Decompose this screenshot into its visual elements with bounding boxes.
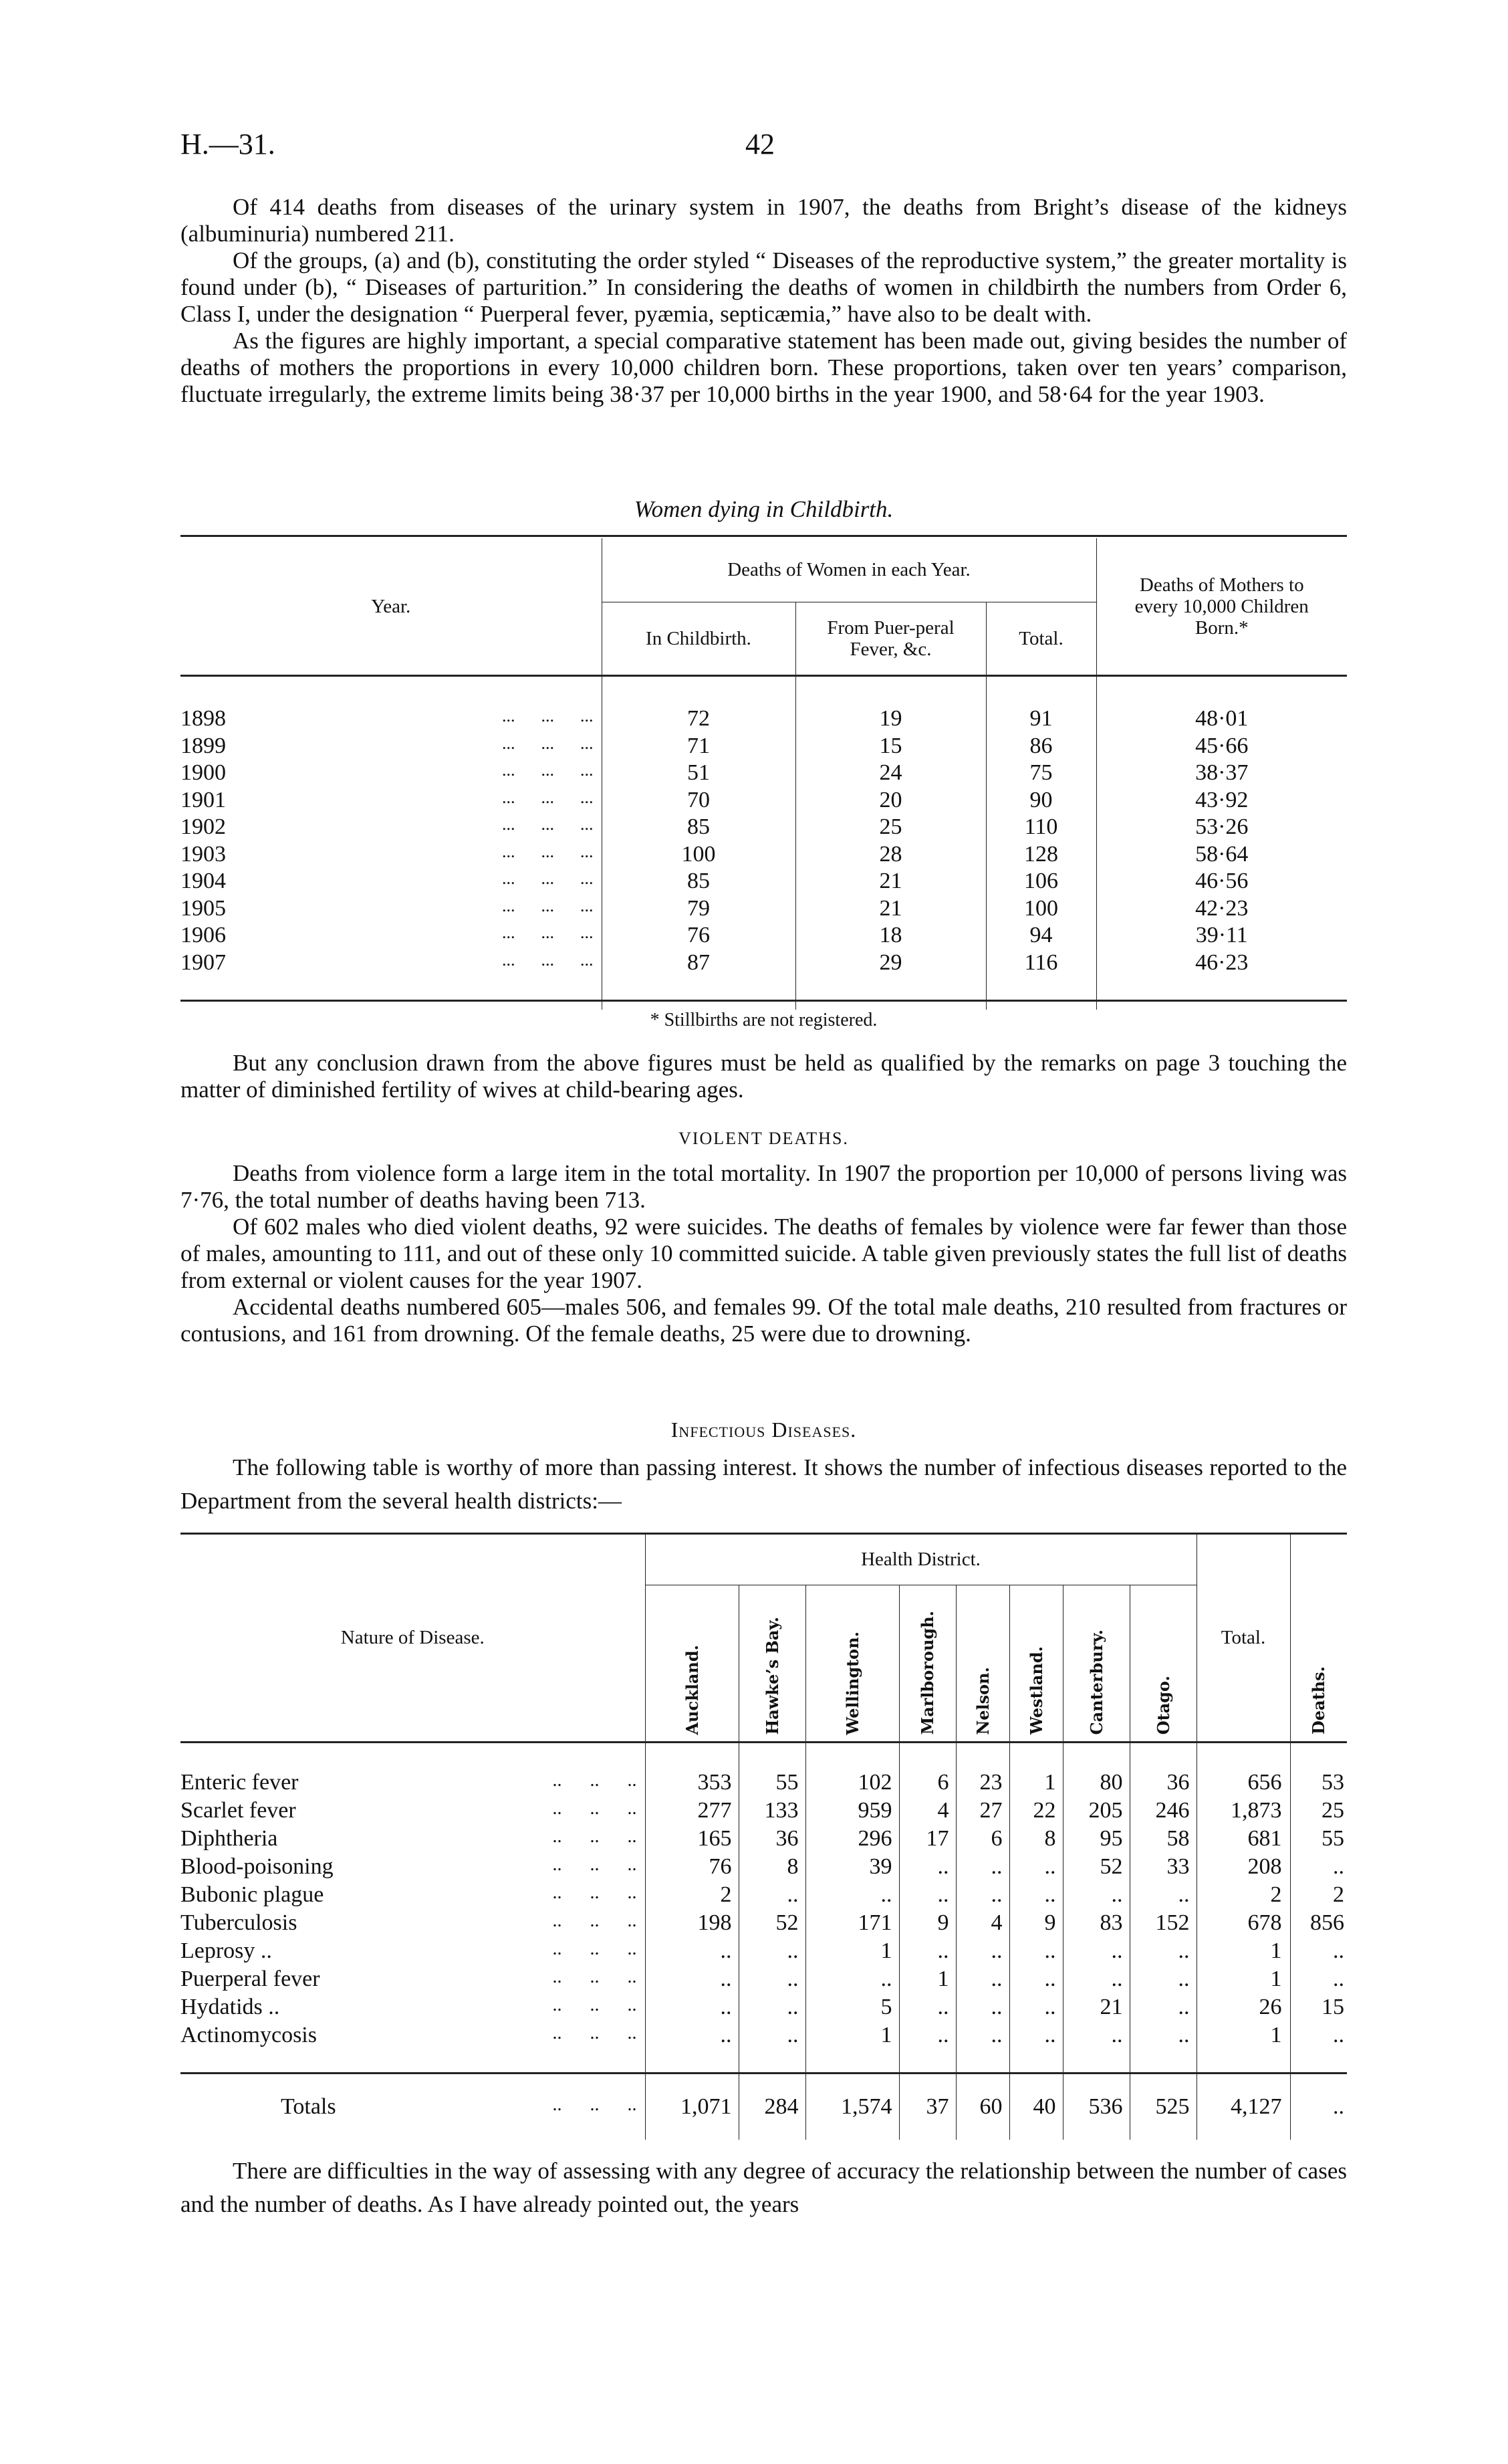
rate-cell: 38·37 bbox=[1096, 760, 1347, 787]
district-count-cell: .. bbox=[645, 2021, 739, 2049]
district-count-cell: 2 bbox=[645, 1881, 739, 1909]
district-count-cell: 80 bbox=[1063, 1769, 1130, 1797]
district-count-cell: .. bbox=[645, 1965, 739, 1993]
rate-cell: 45·66 bbox=[1096, 733, 1347, 760]
disease-cell bbox=[180, 1909, 645, 1937]
district-count-cell: 1 bbox=[805, 1937, 899, 1965]
district-label: Westland. bbox=[1026, 1646, 1046, 1735]
district-count-cell: 8 bbox=[739, 1853, 805, 1881]
district-count-cell: 95 bbox=[1063, 1825, 1130, 1853]
in-childbirth-cell: 70 bbox=[602, 787, 795, 814]
total-cell: 4,127 bbox=[1197, 2073, 1290, 2140]
district-count-cell: 55 bbox=[739, 1769, 805, 1797]
district-count-cell: .. bbox=[645, 1993, 739, 2021]
district-count-cell: 1 bbox=[805, 2021, 899, 2049]
district-count-cell: .. bbox=[956, 1853, 1009, 1881]
district-count-cell: 198 bbox=[645, 1909, 739, 1937]
leader-dots: ... ... ... bbox=[502, 760, 594, 780]
leader-dots: .. .. .. bbox=[552, 1882, 637, 1903]
district-count-cell: 8 bbox=[1009, 1825, 1063, 1853]
deaths-cell: 25 bbox=[1290, 1797, 1347, 1825]
year-label: 1901 bbox=[180, 787, 226, 812]
year-cell bbox=[180, 787, 602, 814]
year-cell bbox=[180, 814, 602, 841]
district-count-cell: .. bbox=[1130, 1993, 1197, 2021]
district-count-cell: 36 bbox=[739, 1825, 805, 1853]
leader-dots: ... ... ... bbox=[502, 814, 594, 834]
in-childbirth-cell: 72 bbox=[602, 705, 795, 733]
paragraph: Accidental deaths numbered 605—males 506, and females 99. Of the total male deaths, 210 resulted from fractures or contusions, and 161 from drowning. Of the female deaths, 25 were due to drowning. bbox=[180, 1294, 1347, 1347]
district-count-cell: .. bbox=[899, 1853, 956, 1881]
leader-dots: ... ... ... bbox=[502, 923, 594, 943]
district-label: Canterbury. bbox=[1086, 1629, 1106, 1735]
table-row bbox=[180, 705, 1347, 733]
district-count-cell: .. bbox=[1130, 1937, 1197, 1965]
col-deaths: Deaths. bbox=[1290, 1535, 1347, 1742]
col-district bbox=[899, 1585, 956, 1742]
col-district bbox=[956, 1585, 1009, 1742]
col-group-health-district: Health District. bbox=[645, 1535, 1197, 1585]
col-rate: Deaths of Mothers to every 10,000 Children Born.* bbox=[1096, 538, 1347, 675]
leader-dots: .. .. .. bbox=[552, 2023, 637, 2043]
deaths-cell: .. bbox=[1290, 1965, 1347, 1993]
table-row bbox=[180, 733, 1347, 760]
rate-cell: 53·26 bbox=[1096, 814, 1347, 841]
table-row bbox=[180, 1797, 1347, 1825]
total-cell: 1 bbox=[1197, 1937, 1290, 1965]
paragraph: As the figures are highly important, a special comparative statement has been made out, giving besides the number of deaths of mothers the proportions in every 10,000 children born. These proportions, taken over ten years’ comparison, fluctuate irregularly, the extreme limits being 38·37 per 10,000 births in the year 1900, and 58·64 for the year 1903. bbox=[180, 328, 1347, 407]
total-cell: 106 bbox=[986, 868, 1096, 895]
table-row bbox=[180, 1993, 1347, 2021]
year-cell bbox=[180, 868, 602, 895]
disease-label: Enteric fever bbox=[180, 1770, 299, 1795]
col-district bbox=[1063, 1585, 1130, 1742]
table-row bbox=[180, 2021, 1347, 2049]
district-count-cell: .. bbox=[805, 1881, 899, 1909]
table-row bbox=[180, 787, 1347, 814]
total-cell: 1,873 bbox=[1197, 1797, 1290, 1825]
disease-label: Blood-poisoning bbox=[180, 1854, 334, 1879]
district-count-cell: 277 bbox=[645, 1797, 739, 1825]
year-cell bbox=[180, 760, 602, 787]
district-count-cell: 9 bbox=[1009, 1909, 1063, 1937]
district-count-cell: 52 bbox=[739, 1909, 805, 1937]
district-count-cell: 22 bbox=[1009, 1797, 1063, 1825]
year-cell bbox=[180, 949, 602, 977]
rate-cell: 39·11 bbox=[1096, 922, 1347, 949]
year-label: 1903 bbox=[180, 841, 226, 867]
leader-dots: .. .. .. bbox=[552, 1826, 637, 1847]
leader-dots: .. .. .. bbox=[552, 1938, 637, 1959]
district-count-cell: .. bbox=[956, 2021, 1009, 2049]
totals-row bbox=[180, 2073, 1347, 2140]
violent-deaths-section bbox=[180, 1160, 1347, 1347]
total-cell: 94 bbox=[986, 922, 1096, 949]
infectious-diseases-heading: Infectious Diseases. bbox=[670, 1418, 857, 1442]
deaths-cell: 15 bbox=[1290, 1993, 1347, 2021]
district-count-cell: 536 bbox=[1063, 2073, 1130, 2140]
total-cell: 2 bbox=[1197, 1881, 1290, 1909]
district-count-cell: .. bbox=[899, 2021, 956, 2049]
district-count-cell: 525 bbox=[1130, 2073, 1197, 2140]
disease-cell bbox=[180, 1797, 645, 1825]
leader-dots: .. .. .. bbox=[552, 1798, 637, 1819]
col-district bbox=[739, 1585, 805, 1742]
puerperal-cell: 15 bbox=[795, 733, 986, 760]
district-count-cell: .. bbox=[645, 1937, 739, 1965]
year-label: 1907 bbox=[180, 949, 226, 975]
paragraph: Of 602 males who died violent deaths, 92 were suicides. The deaths of females by violence were far fewer than those of males, amounting to 111, and out of these only 10 committed suicide. A table given previously states the full list of deaths from external or violent causes for the year 1907. bbox=[180, 1214, 1347, 1293]
puerperal-cell: 19 bbox=[795, 705, 986, 733]
district-count-cell: 284 bbox=[739, 2073, 805, 2140]
total-cell: 91 bbox=[986, 705, 1096, 733]
district-count-cell: 1,574 bbox=[805, 2073, 899, 2140]
in-childbirth-cell: 51 bbox=[602, 760, 795, 787]
deaths-cell: 856 bbox=[1290, 1909, 1347, 1937]
year-label: 1899 bbox=[180, 733, 226, 758]
year-label: 1898 bbox=[180, 706, 226, 732]
disease-label: Actinomycosis bbox=[180, 2023, 317, 2047]
in-childbirth-cell: 71 bbox=[602, 733, 795, 760]
leader-dots: ... ... ... bbox=[502, 706, 594, 726]
table-row bbox=[180, 814, 1347, 841]
leader-dots: ... ... ... bbox=[502, 787, 594, 807]
col-total: Total. bbox=[986, 602, 1096, 675]
col-district bbox=[805, 1585, 899, 1742]
table-row bbox=[180, 1965, 1347, 1993]
leader-dots: ... ... ... bbox=[502, 949, 594, 970]
table-row bbox=[180, 1853, 1347, 1881]
total-cell: 1 bbox=[1197, 2021, 1290, 2049]
disease-label: Puerperal fever bbox=[180, 1967, 320, 1991]
district-label: Auckland. bbox=[682, 1644, 702, 1735]
district-count-cell: 165 bbox=[645, 1825, 739, 1853]
district-count-cell: 102 bbox=[805, 1769, 899, 1797]
col-group-deaths: Deaths of Women in each Year. bbox=[602, 538, 1096, 602]
col-nature: Nature of Disease. bbox=[340, 1626, 485, 1648]
district-count-cell: .. bbox=[899, 1881, 956, 1909]
paragraph: Of 414 deaths from diseases of the urinary system in 1907, the deaths from Bright’s disease of the kidneys (albuminuria) numbered 211. bbox=[180, 194, 1347, 247]
district-count-cell: .. bbox=[1009, 1853, 1063, 1881]
table-row bbox=[180, 1881, 1347, 1909]
deaths-cell: 55 bbox=[1290, 1825, 1347, 1853]
district-count-cell: 52 bbox=[1063, 1853, 1130, 1881]
district-count-cell: 152 bbox=[1130, 1909, 1197, 1937]
col-district bbox=[1009, 1585, 1063, 1742]
disease-cell bbox=[180, 1965, 645, 1993]
paragraph: There are difficulties in the way of assessing with any degree of accuracy the relationship between the number of cases and the number of deaths. As I have already pointed out, the years bbox=[180, 2158, 1347, 2217]
district-count-cell: 133 bbox=[739, 1797, 805, 1825]
disease-cell bbox=[180, 1993, 645, 2021]
total-cell: 678 bbox=[1197, 1909, 1290, 1937]
district-count-cell: .. bbox=[1009, 2021, 1063, 2049]
leader-dots: .. .. .. bbox=[552, 2094, 637, 2115]
paragraph: The following table is worthy of more than passing interest. It shows the number of infectious diseases reported to the Department from the several health districts:— bbox=[180, 1454, 1347, 1514]
rate-cell: 58·64 bbox=[1096, 841, 1347, 869]
table-row bbox=[180, 922, 1347, 949]
district-count-cell: .. bbox=[1009, 1965, 1063, 1993]
district-count-cell: 959 bbox=[805, 1797, 899, 1825]
disease-cell bbox=[180, 1825, 645, 1853]
rate-cell: 46·56 bbox=[1096, 868, 1347, 895]
puerperal-cell: 28 bbox=[795, 841, 986, 869]
district-count-cell: .. bbox=[1009, 1881, 1063, 1909]
violent-deaths-heading: VIOLENT DEATHS. bbox=[678, 1129, 849, 1148]
district-count-cell: 171 bbox=[805, 1909, 899, 1937]
table-row bbox=[180, 949, 1347, 977]
district-count-cell: .. bbox=[1063, 1965, 1130, 1993]
district-count-cell: 60 bbox=[956, 2073, 1009, 2140]
table-row bbox=[180, 868, 1347, 895]
disease-label: Diphtheria bbox=[180, 1826, 278, 1851]
puerperal-cell: 21 bbox=[795, 895, 986, 923]
total-cell: 26 bbox=[1197, 1993, 1290, 2021]
year-cell bbox=[180, 922, 602, 949]
district-count-cell: .. bbox=[739, 2021, 805, 2049]
total-cell: 1 bbox=[1197, 1965, 1290, 1993]
table-row bbox=[180, 1909, 1347, 1937]
district-count-cell: .. bbox=[1063, 1937, 1130, 1965]
leader-dots: .. .. .. bbox=[552, 1770, 637, 1791]
district-count-cell: .. bbox=[956, 1881, 1009, 1909]
district-count-cell: 4 bbox=[956, 1909, 1009, 1937]
rate-cell: 42·23 bbox=[1096, 895, 1347, 923]
col-district bbox=[1130, 1585, 1197, 1742]
district-count-cell: .. bbox=[805, 1965, 899, 1993]
puerperal-cell: 29 bbox=[795, 949, 986, 977]
district-count-cell: 246 bbox=[1130, 1797, 1197, 1825]
total-cell: 110 bbox=[986, 814, 1096, 841]
deaths-cell: .. bbox=[1290, 1853, 1347, 1881]
disease-cell bbox=[180, 1937, 645, 1965]
disease-label: Totals bbox=[281, 2094, 336, 2119]
leader-dots: ... ... ... bbox=[502, 869, 594, 889]
total-cell: 90 bbox=[986, 787, 1096, 814]
year-label: 1906 bbox=[180, 923, 226, 948]
year-label: 1900 bbox=[180, 760, 226, 786]
district-count-cell: 296 bbox=[805, 1825, 899, 1853]
deaths-cell: 53 bbox=[1290, 1769, 1347, 1797]
leader-dots: ... ... ... bbox=[502, 841, 594, 861]
district-label: Nelson. bbox=[973, 1666, 993, 1735]
disease-label: Hydatids .. bbox=[180, 1995, 280, 2019]
puerperal-cell: 24 bbox=[795, 760, 986, 787]
rate-cell: 46·23 bbox=[1096, 949, 1347, 977]
district-count-cell: 76 bbox=[645, 1853, 739, 1881]
year-cell bbox=[180, 841, 602, 869]
leader-dots: .. .. .. bbox=[552, 1854, 637, 1875]
district-count-cell: 17 bbox=[899, 1825, 956, 1853]
table1-title: Women dying in Childbirth. bbox=[634, 496, 894, 522]
district-count-cell: .. bbox=[1130, 1881, 1197, 1909]
district-count-cell: .. bbox=[899, 1937, 956, 1965]
district-count-cell: 6 bbox=[956, 1825, 1009, 1853]
district-count-cell: .. bbox=[899, 1993, 956, 2021]
table-row bbox=[180, 1825, 1347, 1853]
in-childbirth-cell: 100 bbox=[602, 841, 795, 869]
district-count-cell: .. bbox=[739, 1937, 805, 1965]
leader-dots: .. .. .. bbox=[552, 1995, 637, 2015]
district-count-cell: 1,071 bbox=[645, 2073, 739, 2140]
district-count-cell: .. bbox=[1130, 2021, 1197, 2049]
leader-dots: ... ... ... bbox=[502, 733, 594, 753]
paragraph: But any conclusion drawn from the above figures must be held as qualified by the remarks on page 3 touching the matter of diminished fertility of wives at child-bearing ages. bbox=[180, 1050, 1347, 1103]
district-count-cell: 36 bbox=[1130, 1769, 1197, 1797]
year-cell bbox=[180, 705, 602, 733]
in-childbirth-cell: 85 bbox=[602, 868, 795, 895]
district-label: Hawke’s Bay. bbox=[762, 1617, 782, 1735]
table-row bbox=[180, 841, 1347, 869]
total-cell: 656 bbox=[1197, 1769, 1290, 1797]
total-cell: 100 bbox=[986, 895, 1096, 923]
district-count-cell: 4 bbox=[899, 1797, 956, 1825]
table-row bbox=[180, 895, 1347, 923]
total-cell: 681 bbox=[1197, 1825, 1290, 1853]
document-reference: H.—31. bbox=[180, 128, 275, 160]
leader-dots: ... ... ... bbox=[502, 895, 594, 915]
col-in-childbirth: In Childbirth. bbox=[602, 602, 795, 675]
district-count-cell: .. bbox=[739, 1993, 805, 2021]
disease-cell bbox=[180, 1881, 645, 1909]
district-count-cell: 39 bbox=[805, 1853, 899, 1881]
puerperal-cell: 21 bbox=[795, 868, 986, 895]
year-cell bbox=[180, 733, 602, 760]
district-count-cell: 21 bbox=[1063, 1993, 1130, 2021]
district-count-cell: 6 bbox=[899, 1769, 956, 1797]
district-label: Marlborough. bbox=[918, 1611, 937, 1735]
in-childbirth-cell: 87 bbox=[602, 949, 795, 977]
disease-cell bbox=[180, 1853, 645, 1881]
disease-label: Scarlet fever bbox=[180, 1798, 296, 1823]
closing-section bbox=[180, 2154, 1347, 2221]
district-count-cell: 9 bbox=[899, 1909, 956, 1937]
year-label: 1905 bbox=[180, 895, 226, 921]
district-count-cell: .. bbox=[1009, 1937, 1063, 1965]
infectious-diseases-table bbox=[180, 1535, 1347, 2140]
disease-cell bbox=[180, 2021, 645, 2049]
district-count-cell: .. bbox=[739, 1965, 805, 1993]
district-count-cell: .. bbox=[1063, 2021, 1130, 2049]
district-count-cell: .. bbox=[1009, 1993, 1063, 2021]
rate-cell: 43·92 bbox=[1096, 787, 1347, 814]
in-childbirth-cell: 79 bbox=[602, 895, 795, 923]
disease-cell bbox=[180, 1769, 645, 1797]
district-count-cell: 33 bbox=[1130, 1853, 1197, 1881]
leader-dots: .. .. .. bbox=[552, 1910, 637, 1931]
district-label: Otago. bbox=[1153, 1676, 1173, 1735]
district-count-cell: 1 bbox=[899, 1965, 956, 1993]
deaths-cell: .. bbox=[1290, 2021, 1347, 2049]
district-count-cell: .. bbox=[1130, 1965, 1197, 1993]
district-count-cell: .. bbox=[956, 1965, 1009, 1993]
leader-dots: .. .. .. bbox=[552, 1967, 637, 1987]
col-total: Total. bbox=[1197, 1535, 1290, 1742]
district-count-cell: 83 bbox=[1063, 1909, 1130, 1937]
paragraph: Deaths from violence form a large item in the total mortality. In 1907 the proportion per 10,000 of persons living was 7·76, the total number of deaths having been 713. bbox=[180, 1160, 1347, 1213]
district-count-cell: .. bbox=[1063, 1881, 1130, 1909]
year-label: 1904 bbox=[180, 869, 226, 894]
childbirth-deaths-table bbox=[180, 538, 1347, 1010]
year-label: 1902 bbox=[180, 814, 226, 840]
total-cell: 128 bbox=[986, 841, 1096, 869]
disease-label: Leprosy .. bbox=[180, 1938, 272, 1963]
disease-label: Bubonic plague bbox=[180, 1882, 324, 1907]
deaths-cell: .. bbox=[1290, 1937, 1347, 1965]
puerperal-cell: 25 bbox=[795, 814, 986, 841]
district-count-cell: 23 bbox=[956, 1769, 1009, 1797]
district-count-cell: 205 bbox=[1063, 1797, 1130, 1825]
page-number: 42 bbox=[745, 128, 775, 160]
district-count-cell: 5 bbox=[805, 1993, 899, 2021]
in-childbirth-cell: 76 bbox=[602, 922, 795, 949]
district-count-cell: 1 bbox=[1009, 1769, 1063, 1797]
year-cell bbox=[180, 895, 602, 923]
district-label: Wellington. bbox=[842, 1631, 862, 1735]
district-count-cell: 27 bbox=[956, 1797, 1009, 1825]
table-row bbox=[180, 760, 1347, 787]
col-puerperal: From Puer-peral Fever, &c. bbox=[795, 602, 986, 675]
district-count-cell: 58 bbox=[1130, 1825, 1197, 1853]
table1-footnote: * Stillbirths are not registered. bbox=[650, 1010, 878, 1030]
puerperal-cell: 18 bbox=[795, 922, 986, 949]
district-count-cell: 37 bbox=[899, 2073, 956, 2140]
col-district bbox=[645, 1585, 739, 1742]
deaths-cell: 2 bbox=[1290, 1881, 1347, 1909]
total-cell: 208 bbox=[1197, 1853, 1290, 1881]
intro-section bbox=[180, 194, 1347, 408]
total-cell: 116 bbox=[986, 949, 1096, 977]
disease-label: Tuberculosis bbox=[180, 1910, 297, 1935]
paragraph: Of the groups, (a) and (b), constituting the order styled “ Diseases of the reproductive system,” the greater mortality is found under (b), “ Diseases of parturition.” In considering the deaths of women in childbirth the numbers from Order 6, Class I, under the designation “ Puerperal fever, pyæmia, septicæmia,” have also to be dealt with. bbox=[180, 247, 1347, 327]
total-cell: 86 bbox=[986, 733, 1096, 760]
after-table-section bbox=[180, 1050, 1347, 1103]
col-year: Year. bbox=[371, 595, 411, 617]
table-row bbox=[180, 1769, 1347, 1797]
in-childbirth-cell: 85 bbox=[602, 814, 795, 841]
rate-cell: 48·01 bbox=[1096, 705, 1347, 733]
district-count-cell: .. bbox=[956, 1993, 1009, 2021]
total-cell: 75 bbox=[986, 760, 1096, 787]
table-row bbox=[180, 1937, 1347, 1965]
district-count-cell: .. bbox=[956, 1937, 1009, 1965]
district-count-cell: .. bbox=[739, 1881, 805, 1909]
district-count-cell: 40 bbox=[1009, 2073, 1063, 2140]
infectious-section bbox=[180, 1451, 1347, 1518]
district-count-cell: 353 bbox=[645, 1769, 739, 1797]
deaths-cell: .. bbox=[1290, 2073, 1347, 2140]
disease-cell bbox=[180, 2073, 645, 2140]
puerperal-cell: 20 bbox=[795, 787, 986, 814]
